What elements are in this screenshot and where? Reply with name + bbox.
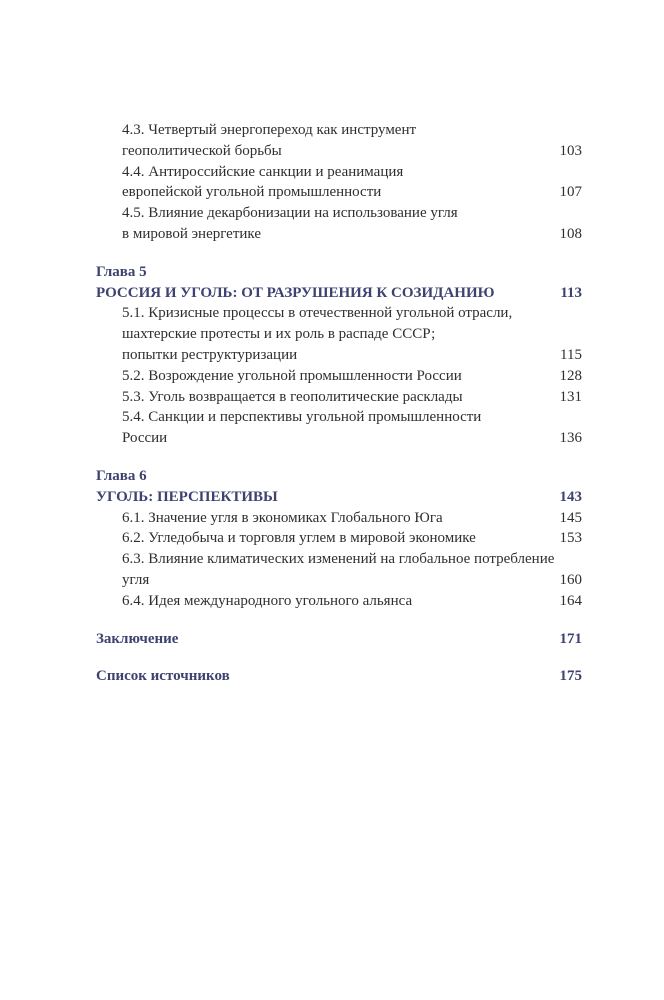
toc-heading-entry[interactable] [96,283,582,304]
toc-entry-line [96,549,582,570]
toc-entry-title: 6.4. Идея международного угольного альянса [122,592,413,609]
toc-entry-title: геополитической борьбы [122,142,282,159]
toc-section-entry[interactable] [96,120,582,162]
page-number: 131 [559,388,582,405]
page-number: 143 [559,488,582,505]
toc-entry-line [96,487,582,508]
toc-entry-title: европейской угольной промышленности [122,184,382,201]
page-number: 153 [559,530,582,547]
toc-entry-line [96,203,582,224]
page-number: 175 [559,668,582,685]
toc-section-entry[interactable] [96,528,582,549]
toc-entry-title: России [122,430,168,447]
toc-section-entry[interactable] [96,162,582,204]
toc-entry-title: Список источников [96,668,230,685]
page-number: 103 [559,142,582,159]
toc-entry-line [96,324,582,345]
toc-entry-line [96,528,582,549]
toc-heading-entry[interactable] [96,666,582,687]
toc-entry-line [96,570,582,591]
toc-entry-title: 5.4. Санкции и перспективы угольной промышленности [122,409,482,426]
toc-section-entry[interactable] [96,303,582,365]
toc-entry-line [96,162,582,183]
toc-entry-title: 4.4. Антироссийские санкции и реанимация [122,163,404,180]
page-number: 113 [560,284,582,301]
toc-group [96,666,582,687]
toc-entry-line [96,387,582,408]
toc-entry-title: в мировой энергетике [122,225,261,242]
toc-entry-line [96,303,582,324]
toc-entry-line [96,508,582,529]
toc-entry-title: 5.1. Кризисные процессы в отечественной угольной отрасли, [122,305,513,322]
toc-section-entry[interactable] [96,591,582,612]
toc-entry-line [96,182,582,203]
toc-heading-entry[interactable] [96,629,582,650]
page-number: 136 [559,430,582,447]
page-number: 108 [559,225,582,242]
toc-entry-title: 6.1. Значение угля в экономиках Глобального Юга [122,509,443,526]
page-number: 171 [559,630,582,647]
toc-entry-title: 6.2. Угледобыча и торговля углем в мировой экономике [122,530,476,547]
toc-heading-entry[interactable] [96,487,582,508]
page-number: 164 [559,592,582,609]
toc-entry-title: угля [122,571,150,588]
toc-entry-title: 6.3. Влияние климатических изменений на глобальное потребление [122,551,555,568]
table-of-contents [96,120,582,687]
toc-section-entry[interactable] [96,387,582,408]
toc-entry-title: УГОЛЬ: ПЕРСПЕКТИВЫ [96,488,278,505]
toc-chapter-group [96,466,582,612]
toc-group [96,629,582,650]
page-number: 160 [559,571,582,588]
toc-section-entry[interactable] [96,366,582,387]
toc-section-entry[interactable] [96,549,582,591]
page-number: 107 [559,184,582,201]
toc-entry-line [96,629,582,650]
toc-entry-title: попытки реструктуризации [122,346,298,363]
toc-entry-line [96,428,582,449]
toc-entry-title: Заключение [96,630,179,647]
toc-entry-line [96,345,582,366]
toc-entry-title: 5.3. Уголь возвращается в геополитические расклады [122,388,463,405]
toc-entry-line [96,366,582,387]
toc-chapter-group [96,262,582,449]
toc-entry-title: РОССИЯ И УГОЛЬ: ОТ РАЗРУШЕНИЯ К СОЗИДАНИЮ [96,284,495,301]
toc-entry-line [96,591,582,612]
toc-entry-line [96,120,582,141]
toc-entry-line [96,666,582,687]
toc-entry-line [96,224,582,245]
toc-entry-line [96,283,582,304]
toc-entry-line [96,141,582,162]
page-number: 145 [559,509,582,526]
page-number: 128 [559,367,582,384]
toc-entry-line [96,407,582,428]
page-number: 115 [560,346,582,363]
toc-section-entry[interactable] [96,508,582,529]
toc-entry-title: 4.5. Влияние декарбонизации на использование угля [122,205,458,222]
chapter-label: Глава 6 [96,467,147,484]
toc-entry-title: 4.3. Четвертый энергопереход как инструмент [122,122,417,138]
toc-entry-title: 5.2. Возрождение угольной промышленности России [122,367,462,384]
chapter-label: Глава 5 [96,263,147,280]
toc-section-entry[interactable] [96,407,582,449]
toc-group [96,120,582,245]
toc-section-entry[interactable] [96,203,582,245]
toc-entry-title: шахтерские протесты и их роль в распаде СССР; [122,326,436,343]
